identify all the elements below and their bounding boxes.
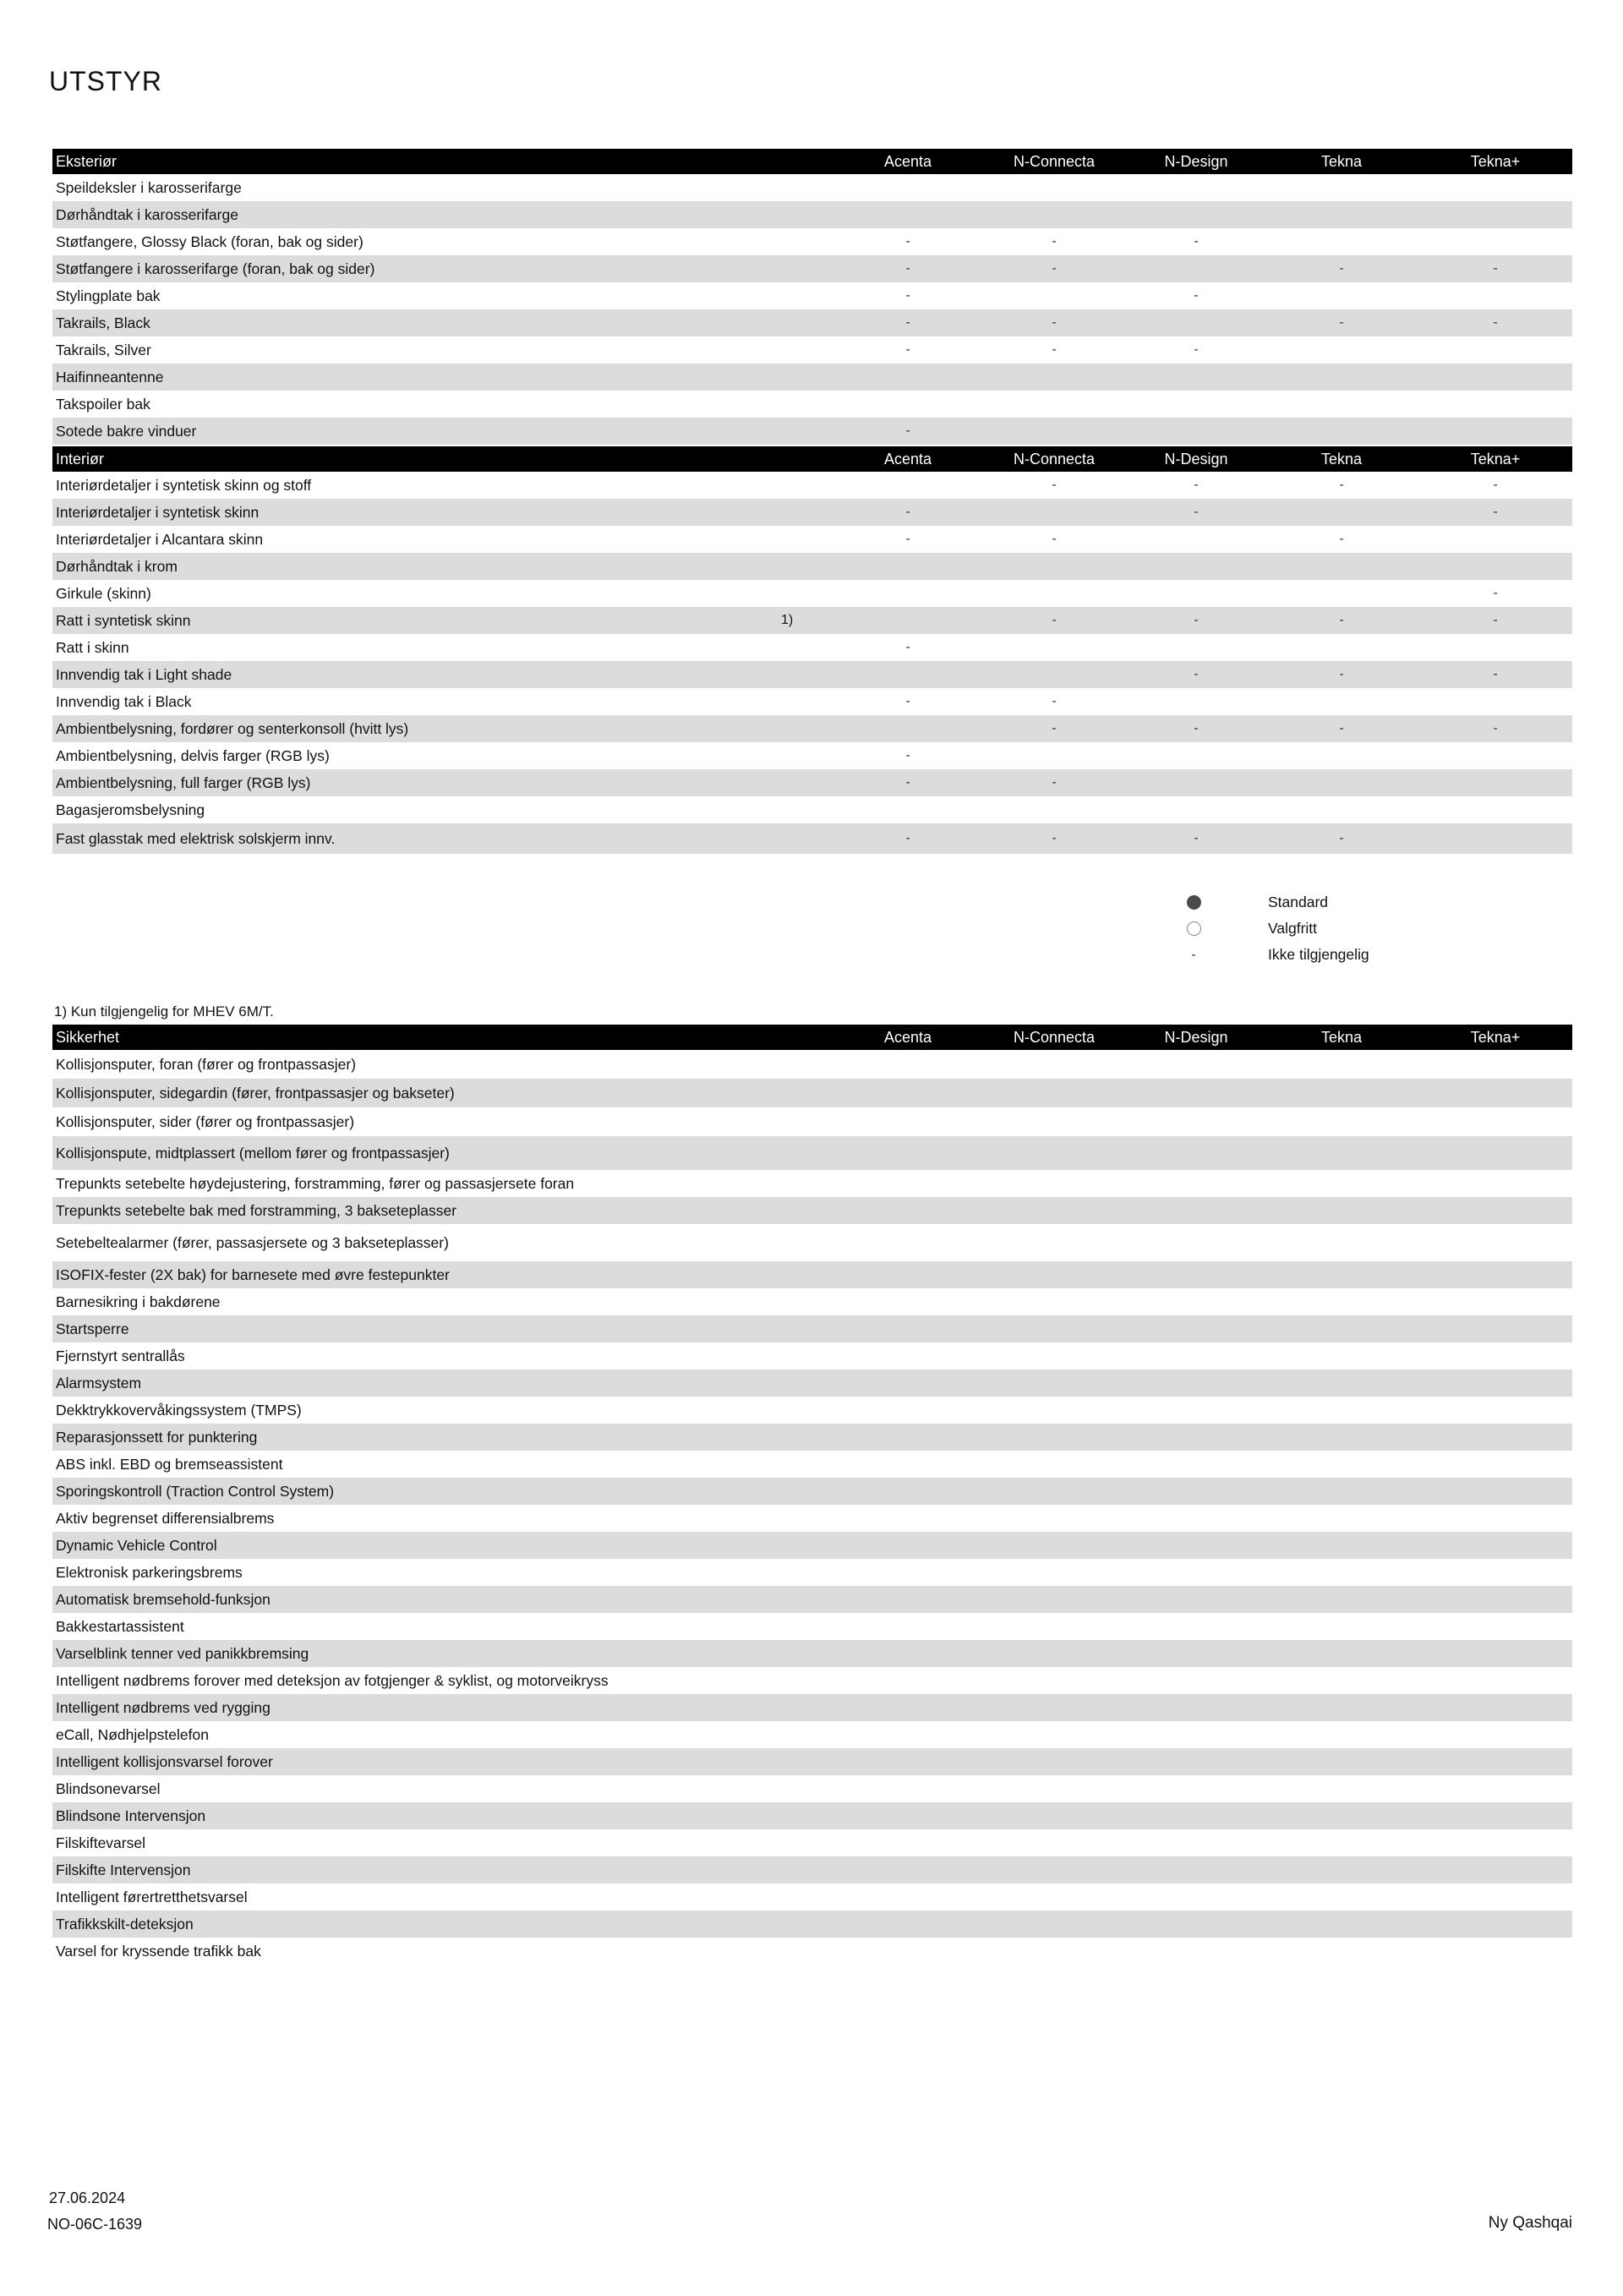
feature-label: Intelligent førertretthetsvarsel (56, 1888, 248, 1905)
feature-label: Barnesikring i bakdørene (56, 1293, 221, 1310)
table-row (52, 472, 1572, 499)
not-available-dash: - (905, 505, 910, 519)
feature-label: Reparasjonssett for punktering (56, 1428, 258, 1446)
feature-label: Ambientbelysning, delvis farger (RGB lys) (56, 746, 330, 764)
legend-item-valgfritt (1183, 916, 1437, 942)
standard-dot-icon (1187, 895, 1201, 910)
page-title: UTSTYR (49, 66, 162, 96)
legend-label: Standard (1268, 894, 1329, 910)
feature-label: Startsperre (56, 1320, 129, 1337)
not-available-dash: - (1493, 721, 1498, 735)
column-header-label: Tekna+ (1470, 152, 1521, 170)
table-row (52, 1559, 1572, 1586)
table-row (52, 364, 1572, 391)
table-row (52, 1197, 1572, 1224)
feature-label: Elektronisk parkeringsbrems (56, 1563, 243, 1581)
feature-label: Varsel for kryssende trafikk bak (56, 1942, 261, 1960)
feature-label: Bagasjeromsbelysning (56, 801, 205, 818)
column-header-label: N-Design (1164, 450, 1228, 467)
feature-label: Intelligent nødbrems forover med deteksjon av fotgjenger & syklist, og motorveikryss (56, 1671, 609, 1689)
table-row (52, 634, 1572, 661)
not-available-dash: - (1052, 721, 1057, 735)
not-available-dash: - (905, 831, 910, 845)
legend-label: Valgfritt (1268, 920, 1318, 937)
feature-label: Speildeksler i karosserifarge (56, 178, 242, 196)
table-row (52, 1883, 1572, 1911)
legend (1183, 889, 1437, 968)
footer-code: NO-06C-1639 (47, 2216, 143, 2233)
table-row (52, 1748, 1572, 1775)
legend-symbol (1183, 921, 1204, 936)
not-available-dash: - (905, 315, 910, 330)
legend-symbol (1183, 895, 1204, 910)
section-title: Interiør (56, 450, 105, 467)
not-available-dash: - (1339, 667, 1344, 681)
column-header-label: N-Connecta (1013, 152, 1096, 170)
not-available-dash: - (1052, 234, 1057, 249)
table-row (52, 1721, 1572, 1748)
table-row (52, 769, 1572, 796)
feature-label: Fast glasstak med elektrisk solskjerm innv. (56, 829, 336, 847)
feature-label: Stylingplate bak (56, 287, 161, 304)
table-row (52, 336, 1572, 364)
feature-label: Dynamic Vehicle Control (56, 1536, 217, 1554)
table-row (52, 553, 1572, 580)
section-title: Eksteriør (56, 152, 117, 170)
column-header-label: Tekna+ (1470, 450, 1521, 467)
feature-label: Sporingskontroll (Traction Control System) (56, 1482, 335, 1500)
feature-label: Støtfangere i karosserifarge (foran, bak og sider) (56, 260, 375, 277)
feature-label: Varselblink tenner ved panikkbremsing (56, 1644, 309, 1662)
feature-label: Innvendig tak i Black (56, 692, 192, 710)
table-row (52, 1640, 1572, 1667)
feature-label: Girkule (skinn) (56, 584, 151, 602)
table-row (52, 661, 1572, 688)
table-row (52, 309, 1572, 336)
table-row (52, 823, 1572, 854)
not-available-dash: - (1194, 505, 1199, 519)
feature-label: Haifinneantenne (56, 368, 164, 385)
feature-label: Aktiv begrenset differensialbrems (56, 1509, 275, 1527)
not-available-dash: - (1052, 694, 1057, 708)
table-row (52, 1938, 1572, 1965)
table-row (52, 1136, 1572, 1170)
table-row (52, 1451, 1572, 1478)
table-row (52, 1224, 1572, 1261)
not-available-dash: - (1493, 586, 1498, 600)
feature-label: Interiørdetaljer i Alcantara skinn (56, 530, 264, 548)
not-available-dash: - (1052, 831, 1057, 845)
not-available-dash: - (1191, 947, 1196, 962)
feature-label: Blindsone Intervensjon (56, 1807, 206, 1824)
section-header (52, 149, 1572, 174)
table-row (52, 255, 1572, 282)
table-row (52, 1315, 1572, 1342)
table-row (52, 796, 1572, 823)
not-available-dash: - (1052, 775, 1057, 790)
column-header-label: Acenta (883, 450, 932, 467)
feature-label: Dekktrykkovervåkingssystem (TMPS) (56, 1401, 302, 1419)
table-row (52, 1911, 1572, 1938)
column-header-label: Acenta (883, 152, 932, 170)
table-row (52, 607, 1572, 634)
legend-item-ikke-tilgjengelig (1183, 942, 1437, 968)
table-row (52, 1505, 1572, 1532)
feature-label: Kollisjonspute, midtplassert (mellom fører og frontpassasjer) (56, 1144, 450, 1162)
not-available-dash: - (905, 234, 910, 249)
feature-label: Kollisjonsputer, sider (fører og frontpassasjer) (56, 1112, 355, 1130)
section-header (52, 1025, 1572, 1050)
table-row (52, 715, 1572, 742)
not-available-dash: - (1493, 613, 1498, 627)
table-row (52, 1586, 1572, 1613)
not-available-dash: - (1339, 478, 1344, 492)
feature-label: Automatisk bremsehold-funksjon (56, 1590, 270, 1608)
footer-date: 27.06.2024 (49, 2189, 126, 2206)
feature-label: Trafikkskilt-deteksjon (56, 1915, 194, 1932)
feature-label: Ratt i skinn (56, 638, 129, 656)
column-header-label: N-Design (1164, 1028, 1228, 1046)
section-title: Sikkerhet (56, 1028, 120, 1046)
table-row (52, 174, 1572, 201)
feature-label: Kollisjonsputer, sidegardin (fører, frontpassasjer og bakseter) (56, 1084, 455, 1102)
table-row (52, 1613, 1572, 1640)
table-row (52, 526, 1572, 553)
footer-model: Ny Qashqai (1488, 2214, 1572, 2232)
column-header-label: N-Connecta (1013, 450, 1096, 467)
column-header-label: Tekna (1320, 450, 1363, 467)
not-available-dash: - (905, 532, 910, 546)
not-available-dash: - (1339, 315, 1344, 330)
table-row (52, 1478, 1572, 1505)
feature-label: Ambientbelysning, full farger (RGB lys) (56, 774, 311, 791)
not-available-dash: - (1052, 478, 1057, 492)
feature-label: Alarmsystem (56, 1374, 142, 1391)
feature-label: Trepunkts setebelte bak med forstramming, 3 bakseteplasser (56, 1201, 457, 1219)
footnote-marker: 1) (781, 613, 794, 627)
feature-label: Interiørdetaljer i syntetisk skinn (56, 503, 260, 521)
not-available-dash: - (905, 288, 910, 303)
table-row (52, 1170, 1572, 1197)
not-available-dash: - (1339, 613, 1344, 627)
optional-circle-icon (1187, 921, 1201, 936)
feature-label: Takrails, Black (56, 314, 150, 331)
table-row (52, 201, 1572, 228)
not-available-dash: - (905, 694, 910, 708)
table-row (52, 1397, 1572, 1424)
not-available-dash: - (1339, 721, 1344, 735)
column-header-label: Tekna+ (1470, 1028, 1521, 1046)
table-row (52, 1288, 1572, 1315)
not-available-dash: - (1052, 342, 1057, 357)
table-row (52, 1802, 1572, 1829)
not-available-dash: - (1194, 613, 1199, 627)
legend-symbol (1183, 948, 1204, 963)
not-available-dash: - (1339, 532, 1344, 546)
not-available-dash: - (1052, 613, 1057, 627)
not-available-dash: - (1194, 831, 1199, 845)
table-row (52, 1829, 1572, 1856)
table-row (52, 1079, 1572, 1107)
table-row (52, 1775, 1572, 1802)
table-row (52, 688, 1572, 715)
column-header-label: Acenta (883, 1028, 932, 1046)
footnote: 1) Kun tilgjengelig for MHEV 6M/T. (54, 1003, 274, 1020)
column-header-label: Tekna (1320, 1028, 1363, 1046)
section-interior (52, 446, 1572, 854)
table-row (52, 228, 1572, 255)
feature-label: Intelligent kollisjonsvarsel forover (56, 1752, 273, 1770)
column-header-label: Tekna (1320, 152, 1363, 170)
not-available-dash: - (1493, 261, 1498, 276)
table-row (52, 1342, 1572, 1369)
not-available-dash: - (1052, 315, 1057, 330)
table-row (52, 1694, 1572, 1721)
feature-label: Ambientbelysning, fordører og senterkonsoll (hvitt lys) (56, 719, 409, 737)
feature-label: Setebeltealarmer (fører, passasjersete og 3 bakseteplasser) (56, 1233, 449, 1251)
section-header (52, 446, 1572, 472)
not-available-dash: - (905, 748, 910, 763)
table-row (52, 391, 1572, 418)
table-row (52, 1532, 1572, 1559)
feature-label: Kollisjonsputer, foran (fører og frontpassasjer) (56, 1055, 357, 1073)
section-eksterior (52, 149, 1572, 445)
not-available-dash: - (1194, 342, 1199, 357)
not-available-dash: - (905, 261, 910, 276)
legend-label: Ikke tilgjengelig (1268, 946, 1369, 963)
feature-label: Takspoiler bak (56, 395, 150, 413)
table-row (52, 499, 1572, 526)
not-available-dash: - (1194, 478, 1199, 492)
not-available-dash: - (1493, 505, 1498, 519)
not-available-dash: - (1052, 261, 1057, 276)
not-available-dash: - (1052, 532, 1057, 546)
section-sikkerhet (52, 1025, 1572, 1965)
feature-label: Intelligent nødbrems ved rygging (56, 1698, 270, 1716)
not-available-dash: - (1493, 667, 1498, 681)
not-available-dash: - (905, 424, 910, 438)
feature-label: eCall, Nødhjelpstelefon (56, 1725, 209, 1743)
not-available-dash: - (905, 775, 910, 790)
table-row (52, 580, 1572, 607)
feature-label: Sotede bakre vinduer (56, 422, 197, 440)
table-row (52, 1856, 1572, 1883)
feature-label: ABS inkl. EBD og bremseassistent (56, 1455, 283, 1473)
feature-label: Dørhåndtak i krom (56, 557, 178, 575)
table-row (52, 1050, 1572, 1079)
feature-label: Støtfangere, Glossy Black (foran, bak og sider) (56, 232, 363, 250)
table-row (52, 1107, 1572, 1136)
not-available-dash: - (905, 640, 910, 654)
table-row (52, 418, 1572, 445)
feature-label: Innvendig tak i Light shade (56, 665, 232, 683)
feature-label: Bakkestartassistent (56, 1617, 184, 1635)
not-available-dash: - (1194, 234, 1199, 249)
feature-label: Trepunkts setebelte høydejustering, forstramming, fører og passasjersete foran (56, 1174, 575, 1192)
table-row (52, 1424, 1572, 1451)
feature-label: Fjernstyrt sentrallås (56, 1347, 185, 1364)
feature-label: Filskiftevarsel (56, 1834, 145, 1851)
not-available-dash: - (1194, 667, 1199, 681)
feature-label: Interiørdetaljer i syntetisk skinn og stoff (56, 476, 312, 494)
table-row (52, 1369, 1572, 1397)
not-available-dash: - (905, 342, 910, 357)
not-available-dash: - (1339, 261, 1344, 276)
not-available-dash: - (1493, 315, 1498, 330)
not-available-dash: - (1339, 831, 1344, 845)
table-row (52, 1261, 1572, 1288)
table-row (52, 742, 1572, 769)
legend-item-standard (1183, 889, 1437, 916)
feature-label: Dørhåndtak i karosserifarge (56, 205, 238, 223)
column-header-label: N-Connecta (1013, 1028, 1096, 1046)
feature-label: ISOFIX-fester (2X bak) for barnesete med øvre festepunkter (56, 1266, 450, 1283)
column-header-label: N-Design (1164, 152, 1228, 170)
feature-label: Filskifte Intervensjon (56, 1861, 191, 1878)
not-available-dash: - (1194, 288, 1199, 303)
not-available-dash: - (1493, 478, 1498, 492)
feature-label: Blindsonevarsel (56, 1779, 161, 1797)
not-available-dash: - (1194, 721, 1199, 735)
feature-label: Takrails, Silver (56, 341, 151, 358)
feature-label: Ratt i syntetisk skinn (56, 611, 191, 629)
table-row (52, 282, 1572, 309)
table-row (52, 1667, 1572, 1694)
